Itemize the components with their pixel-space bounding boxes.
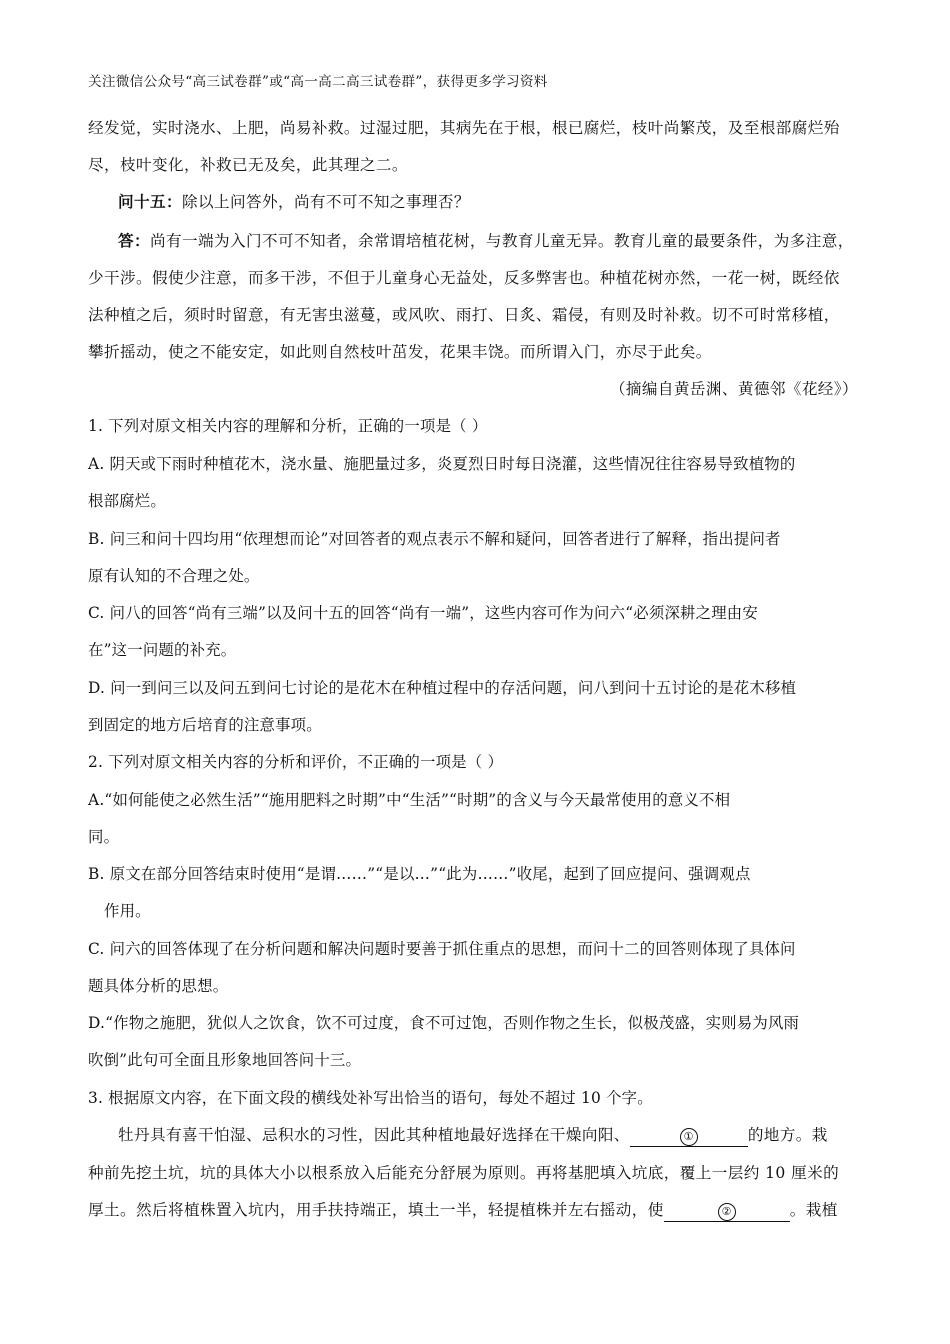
q15-paragraph: [118, 190, 470, 212]
blank-2-marker: ②: [718, 1203, 736, 1221]
q1-option-c: C. 问八的回答“尚有三端”以及问十五的回答“尚有一端”，这些内容可作为问六“必须深耕之理由安: [88, 604, 758, 622]
q2-option-a: A.“如何能使之必然生活”“施用肥料之时期”中“生活”“时期”的含义与今天最常使用的意义不相: [88, 791, 731, 809]
blank-2[interactable]: [664, 1201, 790, 1222]
source-citation: （摘编自黄岳渊、黄德邻《花经》）: [609, 380, 858, 398]
q1-option-d-cont: 到固定的地方后培育的注意事项。: [88, 716, 322, 734]
q3-text: 厚土。然后将植株置入坑内，用手扶持端正，填土一半，轻提植株并左右摇动，使: [88, 1201, 664, 1219]
question-2-stem: 2. 下列对原文相关内容的分析和评价，不正确的一项是（ ）: [88, 753, 504, 771]
q1-option-b: B. 问三和问十四均用“依理想而论”对回答者的观点表示不解和疑问，回答者进行了解释，指出提问者: [88, 530, 781, 548]
q15-text: 除以上问答外，尚有不可不知之事理否？: [181, 193, 470, 211]
answer-line: 少干涉。假使少注意，而多干涉，不但于儿童身心无益处，反多弊害也。种植花树亦然，一花一树，既经依: [88, 269, 840, 287]
q2-option-a-cont: 同。: [88, 828, 120, 846]
q2-option-c-cont: 题具体分析的思想。: [88, 977, 229, 995]
q2-option-c: C. 问六的回答体现了在分析问题和解决问题时要善于抓住重点的思想，而问十二的回答则体现了具体问: [88, 940, 796, 958]
q3-text: 。栽植: [789, 1201, 838, 1219]
q2-option-d: D.“作物之施肥，犹似人之饮食，饮不可过度，食不可过饱，否则作物之生长，似极茂盛，实则易为风雨: [88, 1014, 800, 1032]
page-header: 关注微信公众号“高三试卷群”或“高一高二高三试卷群”，获得更多学习资料: [88, 74, 548, 90]
blank-1[interactable]: [630, 1126, 748, 1147]
answer-line: 攀折摇动，使之不能安定，如此则自然枝叶茁发，花果丰饶。而所谓入门，亦尽于此矣。: [88, 343, 712, 361]
q2-option-b: B. 原文在部分回答结束时使用“是谓……”“是以…”“此为……”收尾，起到了回应提问、强调观点: [88, 865, 751, 883]
blank-1-marker: ①: [680, 1128, 698, 1146]
answer-line: 法种植之后，须时时留意，有无害虫滋蔓，或风吹、雨打、日炙、霜侵，有则及时补救。切不可时常移植，: [88, 306, 840, 324]
q15-label: 问十五：: [118, 192, 182, 211]
passage-line: 经发觉，实时浇水、上肥，尚易补救。过湿过肥，其病先在于根，根已腐烂，枝叶尚繁茂，及至根部腐烂殆: [88, 119, 840, 137]
q1-option-c-cont: 在”这一问题的补充。: [88, 641, 237, 659]
q1-option-d: D. 问一到问三以及问五到问七讨论的是花木在种植过程中的存活问题，问八到问十五讨论的是花木移植: [88, 679, 797, 697]
q2-option-b-cont: 作用。: [104, 902, 151, 920]
q3-text: 牡丹具有喜干怕湿、忌积水的习性，因此其种植地最好选择在干燥向阳、: [118, 1126, 630, 1144]
q3-line: 种前先挖土坑，坑的具体大小以根系放入后能充分舒展为原则。再将基肥填入坑底，覆上一层约 10 厘米的: [88, 1164, 840, 1182]
q3-line: [88, 1198, 838, 1222]
answer-text: 尚有一端为入门不可不知者，余常谓培植花树，与教育儿童无异。教育儿童的最要条件，为多注意，: [150, 232, 854, 250]
passage-line: 尽，枝叶变化，补救已无及矣，此其理之二。: [88, 156, 408, 174]
q3-text: 的地方。栽: [747, 1126, 828, 1144]
question-3-stem: 3. 根据原文内容，在下面文段的横线处补写出恰当的语句，每处不超过 10 个字。: [88, 1089, 653, 1107]
q1-option-b-cont: 原有认知的不合理之处。: [88, 567, 260, 585]
q1-option-a-cont: 根部腐烂。: [88, 492, 166, 510]
answer-label: 答：: [118, 231, 150, 250]
q2-option-d-cont: 吹倒”此句可全面且形象地回答问十三。: [88, 1051, 362, 1069]
answer-paragraph: [118, 229, 854, 251]
q3-paragraph: [118, 1123, 828, 1147]
q1-option-a: A. 阴天或下雨时种植花木，浇水量、施肥量过多，炎夏烈日时每日浇灌，这些情况往往容易导致植物的: [88, 455, 796, 473]
question-1-stem: 1. 下列对原文相关内容的理解和分析，正确的一项是（ ）: [88, 417, 488, 435]
